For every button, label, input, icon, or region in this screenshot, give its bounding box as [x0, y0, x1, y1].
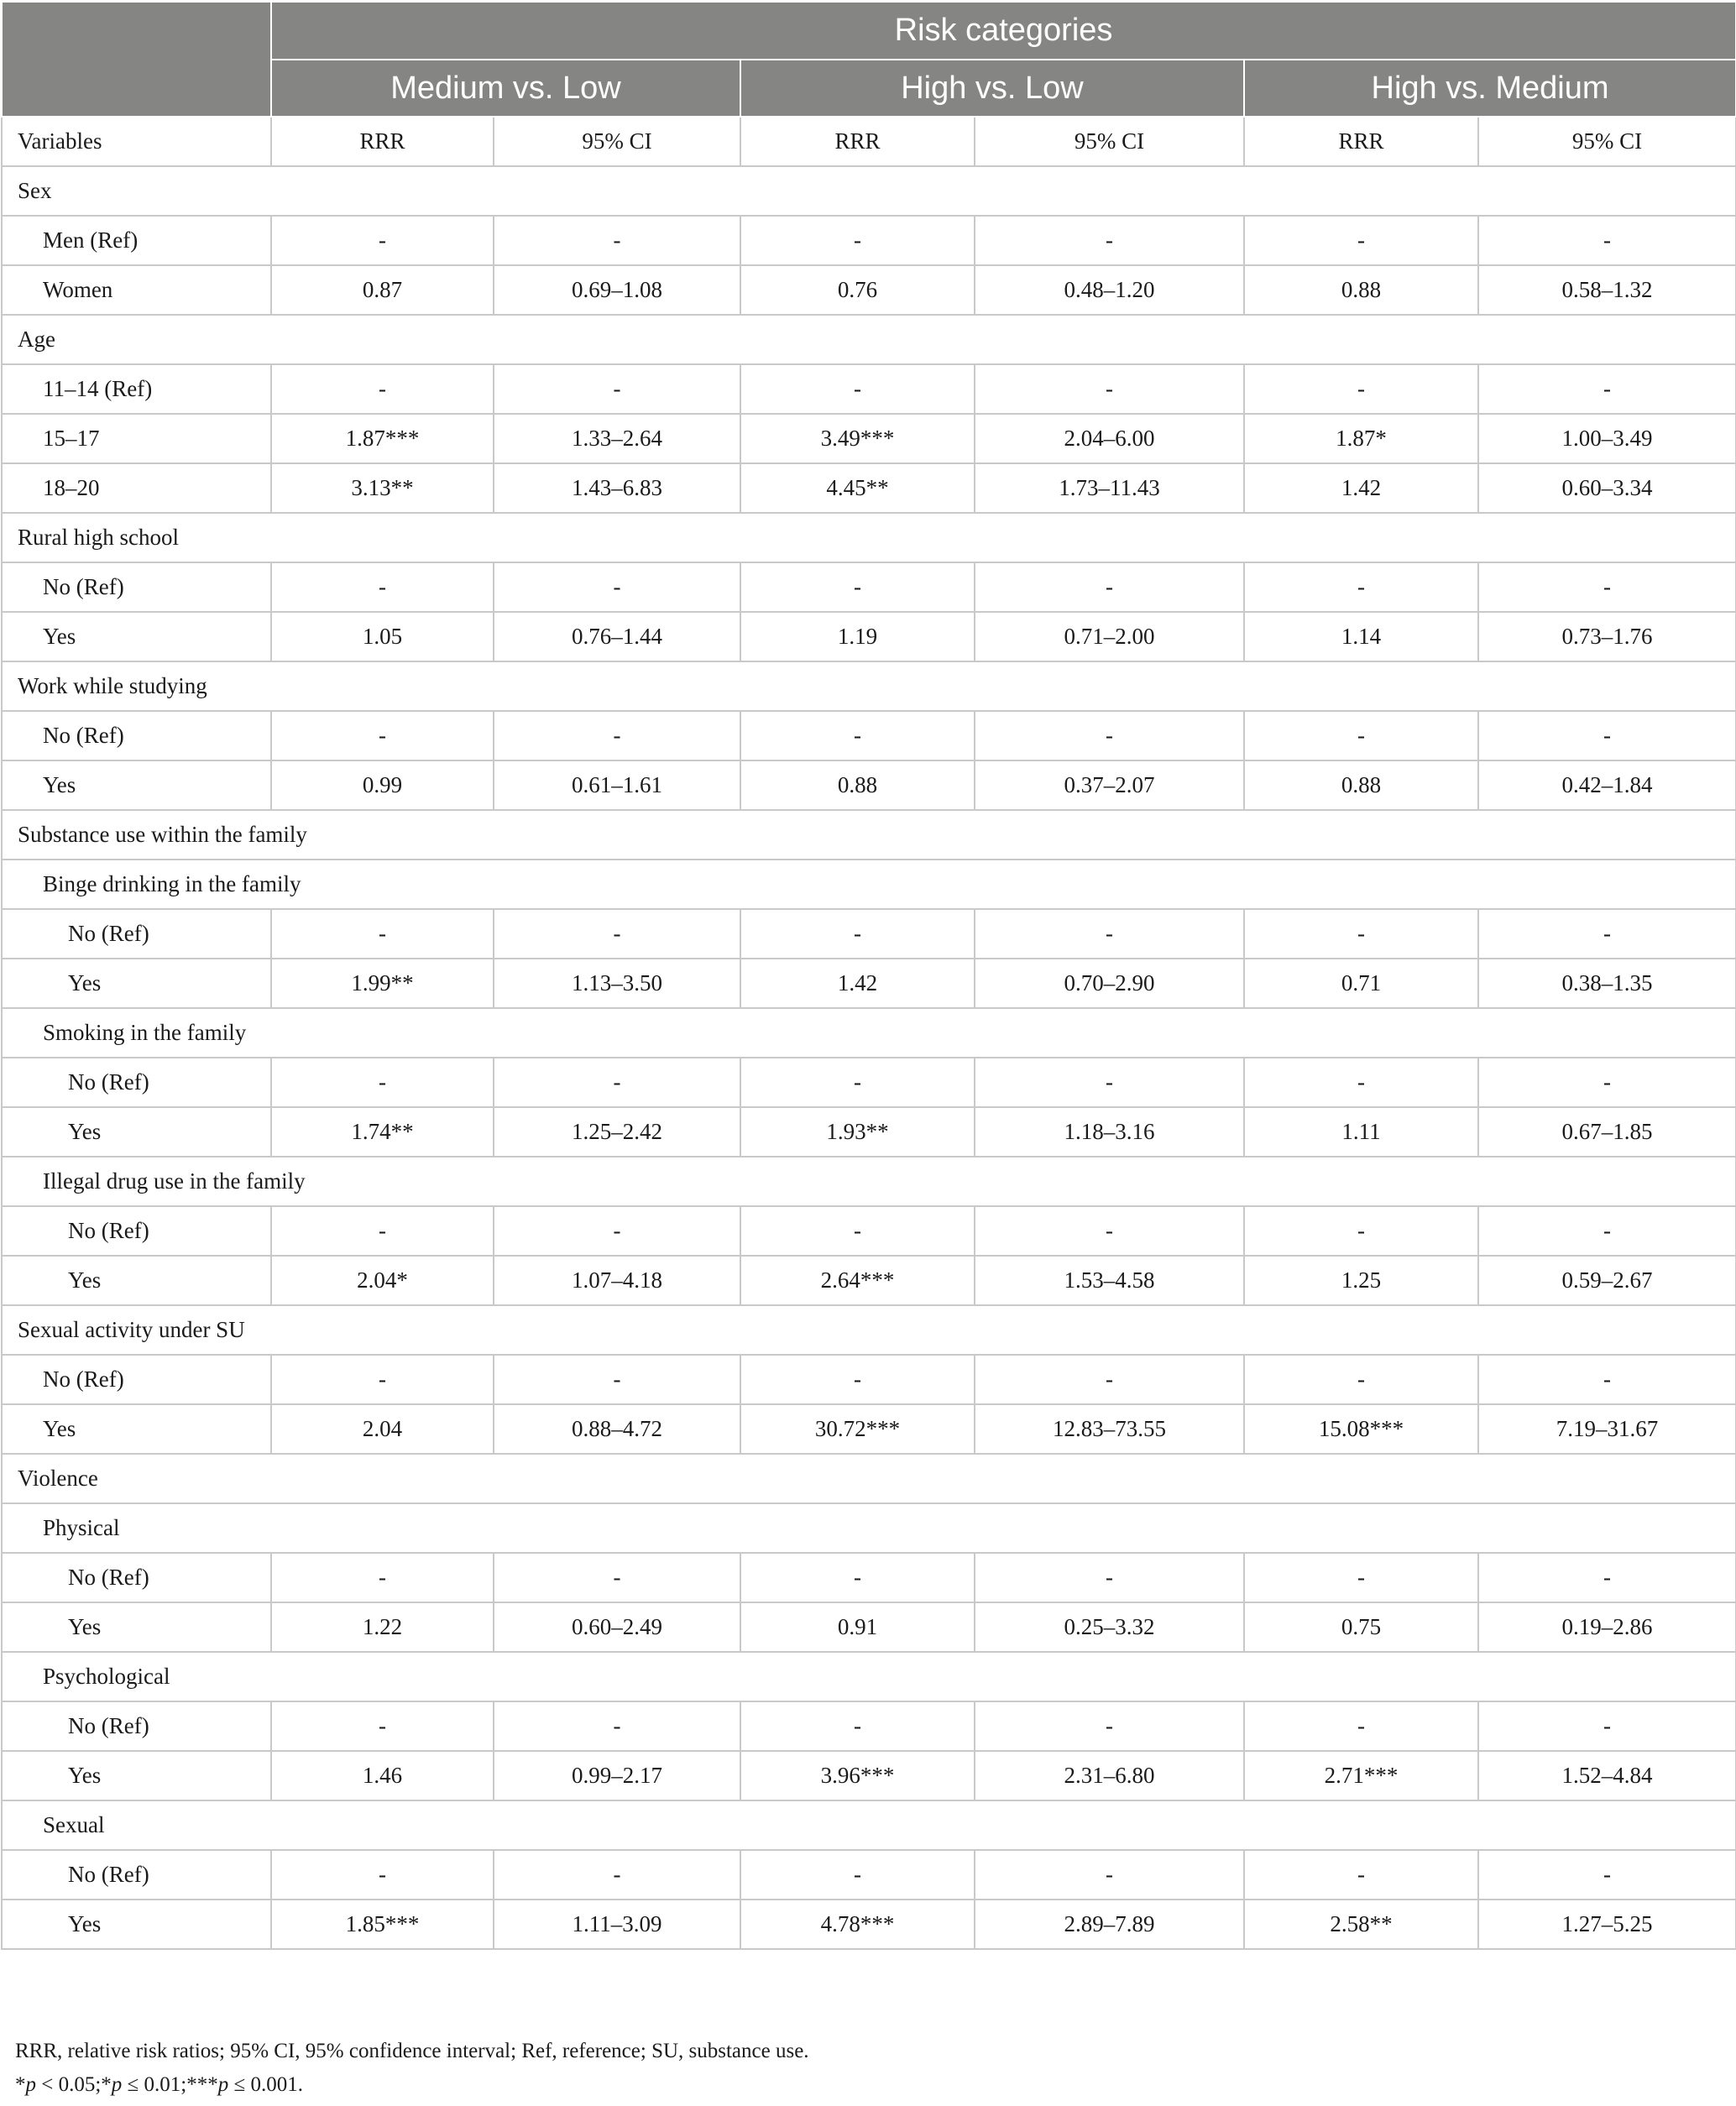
ci-cell: 1.43–6.83 [494, 463, 740, 513]
rrr-cell: - [740, 1058, 975, 1107]
ci-cell: - [494, 216, 740, 265]
rrr-cell: - [1244, 909, 1478, 959]
ci-cell: 0.99–2.17 [494, 1751, 740, 1800]
rrr-cell: 3.49*** [740, 414, 975, 463]
ci-cell: - [975, 216, 1244, 265]
ci-cell: 1.00–3.49 [1478, 414, 1736, 463]
table-row [2, 1850, 1736, 1900]
sig-stars: *** [186, 2073, 218, 2096]
ci-cell: 0.37–2.07 [975, 760, 1244, 810]
ci-cell: - [1478, 1553, 1736, 1602]
sig-threshold: ≤ 0.001. [228, 2073, 303, 2096]
rrr-cell: 1.93** [740, 1107, 975, 1157]
rrr-cell: - [271, 711, 494, 760]
ci-cell: 0.73–1.76 [1478, 612, 1736, 661]
section-label: Work while studying [2, 661, 1736, 711]
rrr-cell: 4.45** [740, 463, 975, 513]
section-label: Binge drinking in the family [2, 860, 1736, 909]
rrr-cell: - [271, 1701, 494, 1751]
ci-cell: - [494, 1701, 740, 1751]
rrr-cell: 0.99 [271, 760, 494, 810]
row-label: No (Ref) [2, 1058, 271, 1107]
rrr-cell: - [271, 562, 494, 612]
row-label: Yes [2, 1107, 271, 1157]
rrr-cell: - [1244, 1553, 1478, 1602]
ci-cell: 1.13–3.50 [494, 959, 740, 1008]
table-row [2, 463, 1736, 513]
row-label: No (Ref) [2, 562, 271, 612]
rrr-cell: 0.88 [740, 760, 975, 810]
ci-cell: 1.11–3.09 [494, 1900, 740, 1949]
table-row [2, 1751, 1736, 1800]
row-label: No (Ref) [2, 1701, 271, 1751]
ci-cell: 1.25–2.42 [494, 1107, 740, 1157]
rrr-cell: - [1244, 1355, 1478, 1404]
rrr-cell: - [740, 1850, 975, 1900]
ci-cell: - [1478, 1850, 1736, 1900]
table-row [2, 562, 1736, 612]
rrr-cell: - [740, 364, 975, 414]
section-row [2, 513, 1736, 562]
rrr-cell: - [740, 1553, 975, 1602]
row-label: No (Ref) [2, 1206, 271, 1256]
rrr-cell: 0.75 [1244, 1602, 1478, 1652]
ci-cell: - [975, 1355, 1244, 1404]
comparison-header-high-vs-medium: High vs. Medium [1244, 60, 1736, 117]
ci-cell: - [1478, 711, 1736, 760]
rrr-cell: - [271, 1206, 494, 1256]
ci-cell: 2.04–6.00 [975, 414, 1244, 463]
ci-cell: 1.52–4.84 [1478, 1751, 1736, 1800]
section-row [2, 315, 1736, 364]
ci-cell: - [1478, 364, 1736, 414]
rrr-cell: 1.46 [271, 1751, 494, 1800]
row-label: Women [2, 265, 271, 315]
row-label: Yes [2, 959, 271, 1008]
rrr-cell: - [1244, 364, 1478, 414]
ci-cell: - [975, 1850, 1244, 1900]
sig-p: p [25, 2073, 36, 2096]
ci-cell: 0.61–1.61 [494, 760, 740, 810]
row-label: No (Ref) [2, 909, 271, 959]
row-label: Yes [2, 1751, 271, 1800]
table-row [2, 959, 1736, 1008]
section-label: Psychological [2, 1652, 1736, 1701]
rrr-cell: 1.99** [271, 959, 494, 1008]
section-label: Substance use within the family [2, 810, 1736, 860]
sig-threshold: < 0.05; [36, 2073, 102, 2096]
ci-cell: 0.19–2.86 [1478, 1602, 1736, 1652]
rrr-cell: 2.64*** [740, 1256, 975, 1305]
ci-cell: - [975, 1701, 1244, 1751]
stat-header: RRR [1244, 117, 1478, 166]
rrr-cell: 1.74** [271, 1107, 494, 1157]
rrr-cell: - [1244, 711, 1478, 760]
rrr-cell: 0.76 [740, 265, 975, 315]
risk-categories-header: Risk categories [271, 2, 1736, 60]
footnote-abbreviations: RRR, relative risk ratios; 95% CI, 95% confidence interval; Ref, reference; SU, substance use. [15, 2040, 809, 2062]
table-row [2, 1355, 1736, 1404]
table-row [2, 414, 1736, 463]
stat-header: 95% CI [975, 117, 1244, 166]
ci-cell: - [975, 1553, 1244, 1602]
comparison-header-medium-vs-low: Medium vs. Low [271, 60, 740, 117]
rrr-cell: 0.71 [1244, 959, 1478, 1008]
section-label: Smoking in the family [2, 1008, 1736, 1058]
ci-cell: - [975, 711, 1244, 760]
section-row [2, 810, 1736, 860]
rrr-cell: - [740, 562, 975, 612]
results-table [1, 1, 1736, 1950]
column-header-row [2, 117, 1736, 166]
sig-stars: * [101, 2073, 112, 2096]
header-row-group [2, 2, 1736, 60]
rrr-cell: - [740, 909, 975, 959]
ci-cell: 0.58–1.32 [1478, 265, 1736, 315]
ci-cell: - [494, 1850, 740, 1900]
section-label: Sexual activity under SU [2, 1305, 1736, 1355]
rrr-cell: - [740, 1701, 975, 1751]
ci-cell: - [494, 1355, 740, 1404]
rrr-cell: - [271, 216, 494, 265]
ci-cell: 0.70–2.90 [975, 959, 1244, 1008]
table-row [2, 711, 1736, 760]
rrr-cell: 1.11 [1244, 1107, 1478, 1157]
rrr-cell: - [271, 1850, 494, 1900]
table-row [2, 265, 1736, 315]
sig-threshold: ≤ 0.01; [122, 2073, 187, 2096]
sig-stars: * [15, 2073, 26, 2096]
ci-cell: - [975, 364, 1244, 414]
rrr-cell: - [271, 1553, 494, 1602]
rrr-cell: 4.78*** [740, 1900, 975, 1949]
section-row [2, 1503, 1736, 1553]
table-row [2, 1900, 1736, 1949]
ci-cell: - [975, 1058, 1244, 1107]
table-row [2, 1701, 1736, 1751]
rrr-cell: - [271, 909, 494, 959]
table-row [2, 1404, 1736, 1454]
rrr-cell: - [1244, 562, 1478, 612]
variables-header: Variables [2, 117, 271, 166]
row-label: No (Ref) [2, 1355, 271, 1404]
ci-cell: 1.73–11.43 [975, 463, 1244, 513]
table-row [2, 612, 1736, 661]
rrr-cell: 2.58** [1244, 1900, 1478, 1949]
rrr-cell: 1.19 [740, 612, 975, 661]
rrr-cell: 1.87* [1244, 414, 1478, 463]
ci-cell: - [1478, 1701, 1736, 1751]
ci-cell: - [975, 562, 1244, 612]
table-row [2, 1107, 1736, 1157]
section-row [2, 1454, 1736, 1503]
ci-cell: 2.89–7.89 [975, 1900, 1244, 1949]
section-row [2, 1157, 1736, 1206]
table-row [2, 1058, 1736, 1107]
ci-cell: 0.59–2.67 [1478, 1256, 1736, 1305]
ci-cell: 0.67–1.85 [1478, 1107, 1736, 1157]
row-label: 15–17 [2, 414, 271, 463]
ci-cell: - [975, 909, 1244, 959]
rrr-cell: 2.04* [271, 1256, 494, 1305]
ci-cell: - [494, 364, 740, 414]
ci-cell: 12.83–73.55 [975, 1404, 1244, 1454]
rrr-cell: - [1244, 216, 1478, 265]
comparison-header-high-vs-low: High vs. Low [740, 60, 1244, 117]
table-row [2, 1602, 1736, 1652]
rrr-cell: 1.22 [271, 1602, 494, 1652]
row-label: No (Ref) [2, 1850, 271, 1900]
section-row [2, 1008, 1736, 1058]
section-row [2, 1800, 1736, 1850]
rrr-cell: 0.88 [1244, 760, 1478, 810]
rrr-cell: - [1244, 1850, 1478, 1900]
table-row [2, 1206, 1736, 1256]
section-label: Rural high school [2, 513, 1736, 562]
ci-cell: 0.60–2.49 [494, 1602, 740, 1652]
row-label: Yes [2, 760, 271, 810]
sig-p: p [111, 2073, 123, 2096]
ci-cell: 0.60–3.34 [1478, 463, 1736, 513]
section-row [2, 860, 1736, 909]
ci-cell: 1.07–4.18 [494, 1256, 740, 1305]
section-label: Physical [2, 1503, 1736, 1553]
ci-cell: 0.88–4.72 [494, 1404, 740, 1454]
table-row [2, 216, 1736, 265]
section-label: Sex [2, 166, 1736, 216]
section-row [2, 166, 1736, 216]
section-label: Age [2, 315, 1736, 364]
row-label: No (Ref) [2, 1553, 271, 1602]
table-row [2, 1256, 1736, 1305]
section-label: Sexual [2, 1800, 1736, 1850]
rrr-cell: 1.87*** [271, 414, 494, 463]
ci-cell: 0.25–3.32 [975, 1602, 1244, 1652]
table-row [2, 909, 1736, 959]
ci-cell: - [1478, 216, 1736, 265]
rrr-cell: - [1244, 1206, 1478, 1256]
ci-cell: - [494, 1553, 740, 1602]
table-row [2, 1553, 1736, 1602]
ci-cell: 0.76–1.44 [494, 612, 740, 661]
ci-cell: 0.48–1.20 [975, 265, 1244, 315]
section-row [2, 1305, 1736, 1355]
row-label: Yes [2, 1256, 271, 1305]
ci-cell: 7.19–31.67 [1478, 1404, 1736, 1454]
stat-header: RRR [271, 117, 494, 166]
row-label: Yes [2, 1900, 271, 1949]
rrr-cell: - [1244, 1701, 1478, 1751]
rrr-cell: - [740, 1355, 975, 1404]
rrr-cell: 0.87 [271, 265, 494, 315]
footnote-significance [15, 2073, 303, 2097]
ci-cell: - [1478, 909, 1736, 959]
ci-cell: 0.38–1.35 [1478, 959, 1736, 1008]
ci-cell: 0.42–1.84 [1478, 760, 1736, 810]
ci-cell: - [494, 562, 740, 612]
ci-cell: - [1478, 1058, 1736, 1107]
ci-cell: - [494, 711, 740, 760]
sig-p: p [217, 2073, 229, 2096]
row-label: Men (Ref) [2, 216, 271, 265]
rrr-cell: 30.72*** [740, 1404, 975, 1454]
rrr-cell: 15.08*** [1244, 1404, 1478, 1454]
ci-cell: 0.69–1.08 [494, 265, 740, 315]
rrr-cell: 0.91 [740, 1602, 975, 1652]
section-label: Illegal drug use in the family [2, 1157, 1736, 1206]
ci-cell: 0.71–2.00 [975, 612, 1244, 661]
rrr-cell: 2.04 [271, 1404, 494, 1454]
ci-cell: 1.27–5.25 [1478, 1900, 1736, 1949]
rrr-cell: 1.25 [1244, 1256, 1478, 1305]
rrr-cell: - [1244, 1058, 1478, 1107]
row-label: Yes [2, 1404, 271, 1454]
row-label: Yes [2, 612, 271, 661]
ci-cell: - [494, 1206, 740, 1256]
rrr-cell: - [740, 216, 975, 265]
section-label: Violence [2, 1454, 1736, 1503]
ci-cell: - [1478, 1206, 1736, 1256]
stat-header: 95% CI [1478, 117, 1736, 166]
ci-cell: - [494, 909, 740, 959]
table-row [2, 364, 1736, 414]
rrr-cell: 2.71*** [1244, 1751, 1478, 1800]
ci-cell: - [1478, 1355, 1736, 1404]
ci-cell: 2.31–6.80 [975, 1751, 1244, 1800]
rrr-cell: - [740, 711, 975, 760]
rrr-cell: 0.88 [1244, 265, 1478, 315]
header-corner [2, 2, 271, 117]
table-row [2, 760, 1736, 810]
row-label: Yes [2, 1602, 271, 1652]
rrr-cell: 1.85*** [271, 1900, 494, 1949]
rrr-cell: 3.13** [271, 463, 494, 513]
stat-header: 95% CI [494, 117, 740, 166]
ci-cell: 1.53–4.58 [975, 1256, 1244, 1305]
section-row [2, 1652, 1736, 1701]
rrr-cell: - [271, 1355, 494, 1404]
stat-header: RRR [740, 117, 975, 166]
rrr-cell: 3.96*** [740, 1751, 975, 1800]
rrr-cell: 1.05 [271, 612, 494, 661]
ci-cell: - [1478, 562, 1736, 612]
rrr-cell: 1.42 [740, 959, 975, 1008]
row-label: 18–20 [2, 463, 271, 513]
rrr-cell: 1.14 [1244, 612, 1478, 661]
rrr-cell: 1.42 [1244, 463, 1478, 513]
rrr-cell: - [271, 1058, 494, 1107]
ci-cell: - [975, 1206, 1244, 1256]
section-row [2, 661, 1736, 711]
ci-cell: - [494, 1058, 740, 1107]
rrr-cell: - [740, 1206, 975, 1256]
row-label: 11–14 (Ref) [2, 364, 271, 414]
rrr-cell: - [271, 364, 494, 414]
ci-cell: 1.33–2.64 [494, 414, 740, 463]
row-label: No (Ref) [2, 711, 271, 760]
ci-cell: 1.18–3.16 [975, 1107, 1244, 1157]
